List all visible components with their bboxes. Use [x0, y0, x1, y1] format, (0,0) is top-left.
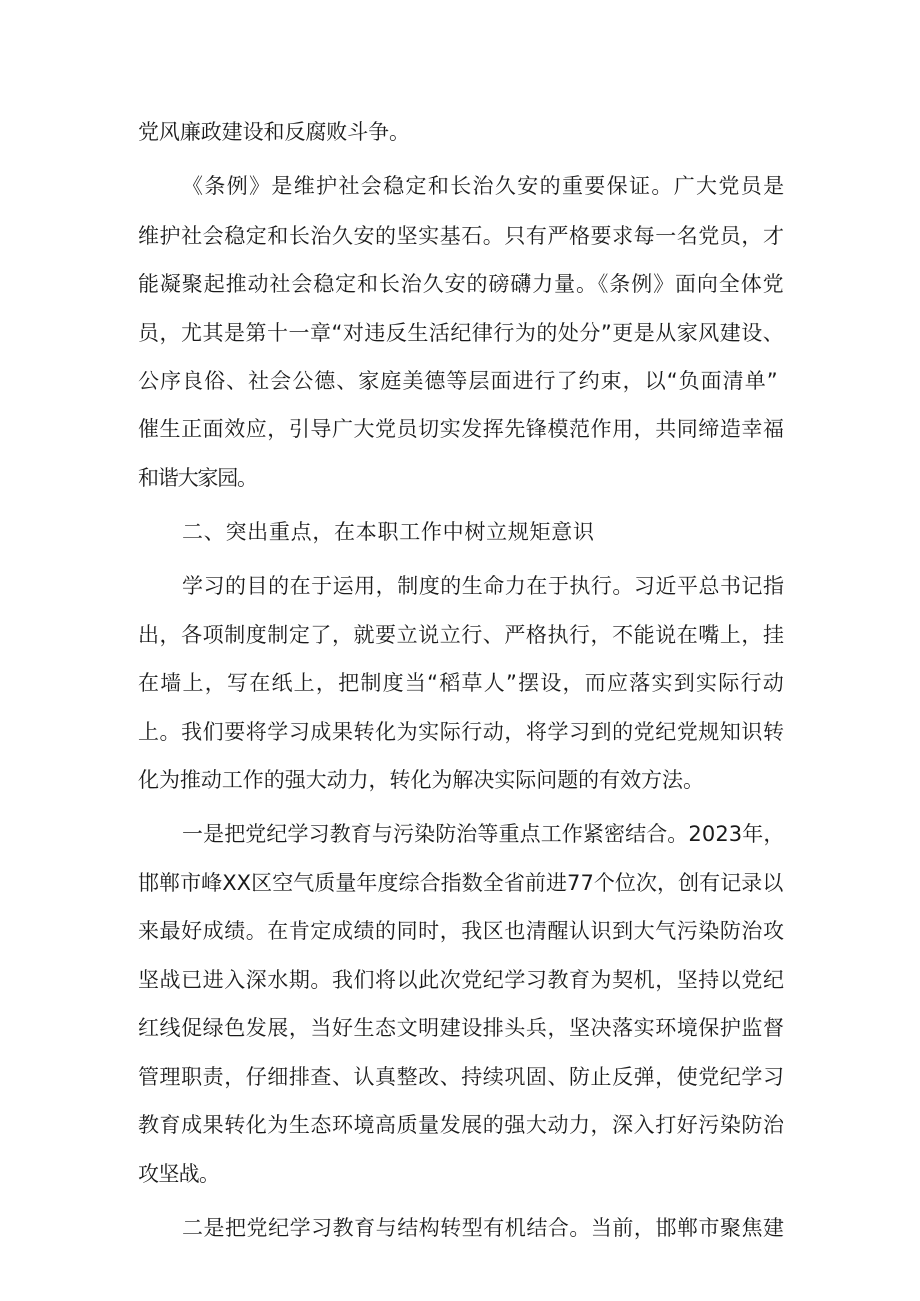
text-line: 党风廉政建设和反腐败斗争。: [138, 120, 410, 144]
text-line: 学习的目的在于运用，制度的生命力在于执行。习近平总书记指: [182, 574, 785, 598]
text-line: 和谐大家园。: [138, 466, 257, 490]
text-line: 二是把党纪学习教育与结构转型有机结合。当前，邯郸市聚焦建: [182, 1216, 785, 1240]
text-line: 维护社会稳定和长治久安的坚实基石。只有严格要求每一名党员，才: [138, 224, 785, 248]
text-line: 催生正面效应，引导广大党员切实发挥先锋模范作用，共同缔造幸福: [138, 417, 785, 441]
text-line: 在墙上，写在纸上，把制度当“稻草人”摆设，而应落实到实际行动: [138, 671, 785, 695]
text-line: 能凝聚起推动社会稳定和长治久安的磅礴力量。《条例》面向全体党: [138, 272, 785, 296]
text-line: 公序良俗、社会公德、家庭美德等层面进行了约束，以“负面清单”: [138, 369, 779, 393]
text-line: 邯郸市峰XX区空气质量年度综合指数全省前进77个位次，创有记录以: [138, 871, 784, 895]
text-line: 化为推动工作的强大动力，转化为解决实际问题的有效方法。: [138, 768, 704, 792]
text-line: 攻坚战。: [138, 1162, 220, 1186]
text-line: 出，各项制度制定了，就要立说立行、严格执行，不能说在嘴上，挂: [138, 623, 785, 647]
text-line: 一是把党纪学习教育与污染防治等重点工作紧密结合。2023年，: [182, 822, 785, 846]
text-line: 坚战已进入深水期。我们将以此次党纪学习教育为契机，坚持以党纪: [138, 968, 785, 992]
text-line: 《条例》是维护社会稳定和长治久安的重要保证。广大党员是: [182, 174, 786, 198]
text-line: 教育成果转化为生态环境高质量发展的强大动力，深入打好污染防治: [138, 1113, 785, 1137]
text-line: 管理职责，仔细排查、认真整改、持续巩固、防止反弹，使党纪学习: [138, 1065, 785, 1089]
text-line: 来最好成绩。在肯定成绩的同时，我区也清醒认识到大气污染防治攻: [138, 919, 785, 943]
text-line: 红线促绿色发展，当好生态文明建设排头兵，坚决落实环境保护监督: [138, 1016, 785, 1040]
section-heading: 二、突出重点，在本职工作中树立规矩意识: [182, 520, 595, 544]
text-line: 员，尤其是第十一章“对违反生活纪律行为的处分”更是从家风建设、: [138, 321, 785, 345]
text-line: 上。我们要将学习成果转化为实际行动，将学习到的党纪党规知识转: [138, 720, 785, 744]
